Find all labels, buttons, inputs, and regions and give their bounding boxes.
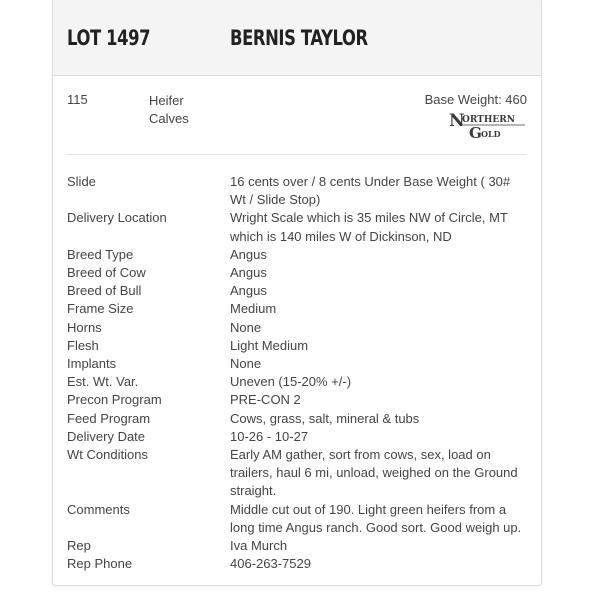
lot-header <box>53 0 541 76</box>
detail-row <box>67 537 527 555</box>
detail-value: 16 cents over / 8 cents Under Base Weight ( 30# Wt / Slide Stop) <box>230 174 511 208</box>
detail-row <box>67 246 527 264</box>
detail-row <box>67 209 527 245</box>
animal-type: Heifer Calves <box>149 93 189 126</box>
detail-label: Feed Program <box>67 410 151 426</box>
detail-value: Early AM gather, sort from cows, sex, load on trailers, haul 6 mi, unload, weighed on the Ground straight. <box>230 447 518 499</box>
lot-summary <box>67 76 527 155</box>
seller-name: BERNIS TAYLOR <box>230 26 368 50</box>
detail-label: Est. Wt. Var. <box>67 374 139 390</box>
detail-row <box>67 337 527 355</box>
detail-label: Delivery Date <box>67 428 146 444</box>
detail-row <box>67 319 527 337</box>
detail-label: Comments <box>67 501 130 517</box>
detail-value: Wright Scale which is 35 miles NW of Circle, MT which is 140 miles W of Dickinson, ND <box>230 210 508 244</box>
detail-row <box>67 410 527 428</box>
detail-row <box>67 373 527 391</box>
detail-value: 406-263-7529 <box>230 556 311 572</box>
detail-label: Flesh <box>67 337 99 353</box>
detail-value: None <box>230 319 262 335</box>
detail-label: Breed of Cow <box>67 265 146 281</box>
head-count: 115 <box>67 92 88 107</box>
svg-text:OLD: OLD <box>481 129 501 139</box>
svg-text:ORTHERN: ORTHERN <box>462 115 515 125</box>
detail-row <box>67 428 527 446</box>
detail-value: 10-26 - 10-27 <box>230 428 309 444</box>
detail-label: Rep Phone <box>67 556 133 572</box>
detail-row <box>67 501 527 537</box>
lot-card <box>52 0 542 586</box>
detail-row <box>67 446 527 501</box>
detail-value: Angus <box>230 246 267 262</box>
detail-label: Precon Program <box>67 392 162 408</box>
detail-row <box>67 391 527 409</box>
lot-number: LOT 1497 <box>67 26 151 50</box>
detail-value: Cows, grass, salt, mineral & tubs <box>230 410 420 426</box>
detail-row <box>67 173 527 209</box>
detail-row <box>67 282 527 300</box>
detail-value: Uneven (15-20% +/-) <box>230 374 352 390</box>
detail-value: Iva Murch <box>230 538 288 554</box>
detail-label: Breed of Bull <box>67 283 142 299</box>
detail-row <box>67 264 527 282</box>
northern-gold-logo-icon <box>449 110 527 140</box>
detail-label: Delivery Location <box>67 210 167 226</box>
detail-row <box>67 300 527 318</box>
detail-row <box>67 555 527 573</box>
detail-value: Angus <box>230 283 267 299</box>
detail-label: Implants <box>67 356 117 372</box>
lot-details <box>67 173 527 573</box>
detail-value: Light Medium <box>230 337 309 353</box>
detail-label: Breed Type <box>67 246 134 262</box>
detail-value: Angus <box>230 265 267 281</box>
detail-value: PRE-CON 2 <box>230 392 301 408</box>
detail-label: Wt Conditions <box>67 447 148 463</box>
detail-value: Middle cut out of 190. Light green heifers from a long time Angus ranch. Good sort. Good weigh up. <box>230 501 522 535</box>
base-weight: Base Weight: 460 <box>424 92 527 107</box>
svg-text:N: N <box>449 111 465 131</box>
detail-value: Medium <box>230 301 277 317</box>
detail-label: Horns <box>67 319 102 335</box>
detail-label: Rep <box>67 538 91 554</box>
svg-text:G: G <box>469 124 482 140</box>
detail-label: Frame Size <box>67 301 134 317</box>
detail-row <box>67 355 527 373</box>
detail-value: None <box>230 356 262 372</box>
detail-label: Slide <box>67 174 96 189</box>
